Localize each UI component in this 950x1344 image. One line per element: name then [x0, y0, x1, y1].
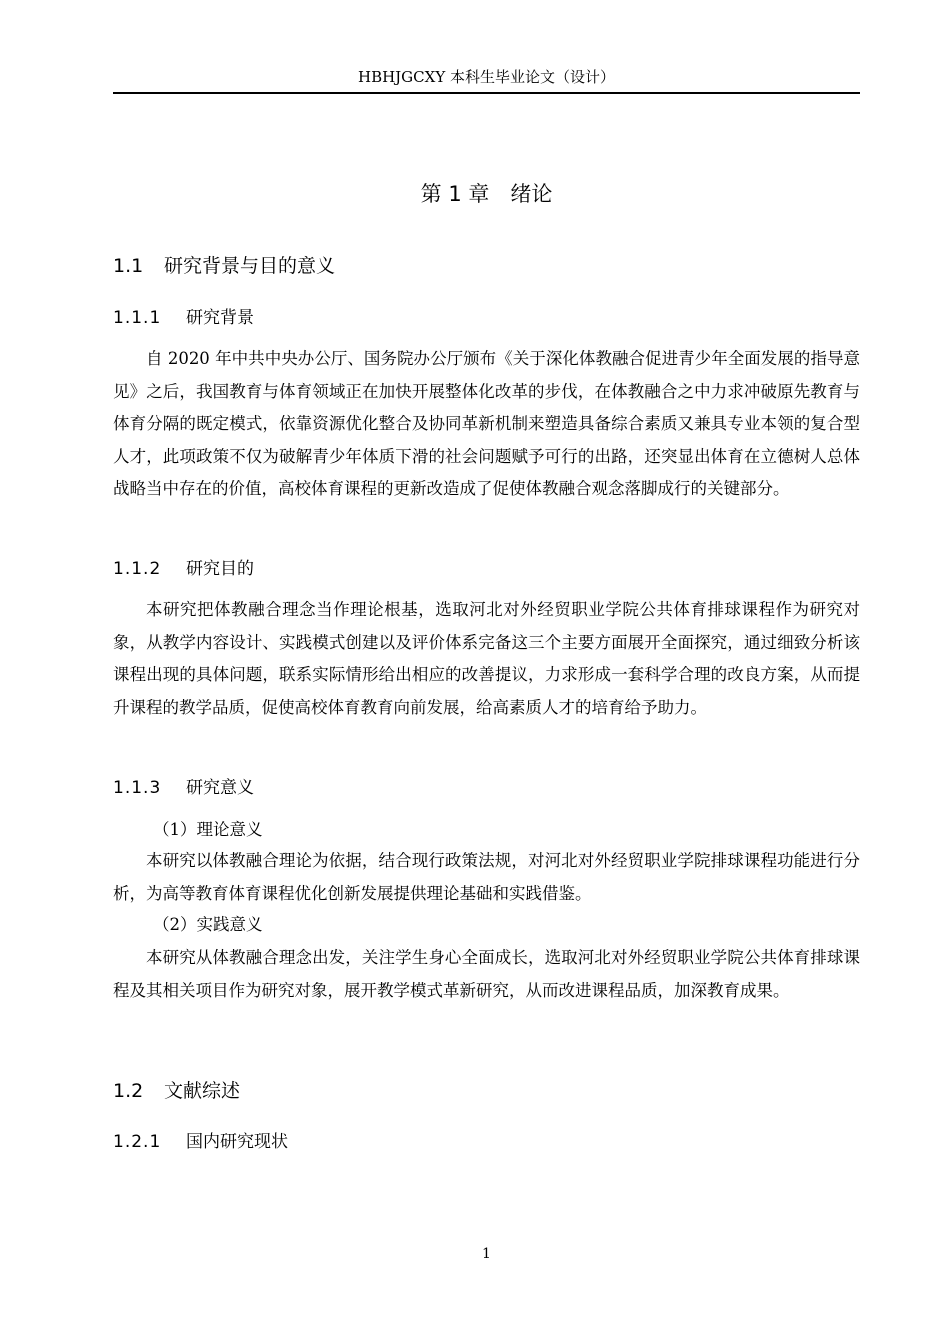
subheading-practice: （2）实践意义 [153, 915, 263, 934]
section-heading-1-2-1 [113, 1129, 288, 1155]
section-title: 研究背景 [186, 308, 254, 328]
page-header: HBHJGCXY 本科生毕业论文（设计） [357, 68, 615, 86]
section-heading-1-1-3 [113, 775, 254, 801]
section-number: 1.1.3 [113, 778, 162, 798]
subheading-theory: （1）理论意义 [153, 820, 263, 839]
section-title: 研究意义 [186, 778, 254, 798]
page-number: 1 [482, 1246, 491, 1262]
header-rule [113, 92, 860, 94]
paragraph-background: 自 2020 年中共中央办公厅、国务院办公厅颁布《关于深化体教融合促进青少年全面发展的指导意见》之后，我国教育与体育领域正在加快开展整体化改革的步伐，在体教融合之中力求冲破原先教育与体育分隔的既定模式，依靠资源优化整合及协同革新机制来塑造具备综合素质又兼具专业本领的复合型人才，此项政策不仅为破解青少年体质下滑的社会问题赋予可行的出路，还突显出体育在立德树人总体战略当中存在的价值，高校体育课程的更新改造成了促使体教融合观念落脚成行的关键部分。 [113, 349, 860, 498]
section-title: 国内研究现状 [186, 1132, 288, 1152]
section-number: 1.1.1 [113, 308, 162, 328]
chapter-title: 第 1 章 绪论 [420, 182, 553, 206]
section-title: 文献综述 [164, 1080, 241, 1102]
paragraph-practice: 本研究从体教融合理念出发，关注学生身心全面成长，选取河北对外经贸职业学院公共体育排球课程及其相关项目作为研究对象，展开教学模式革新研究，从而改进课程品质，加深教育成果。 [113, 948, 860, 1000]
section-title: 研究背景与目的意义 [164, 255, 336, 277]
paragraph-theory: 本研究以体教融合理论为依据，结合现行政策法规，对河北对外经贸职业学院排球课程功能进行分析，为高等教育体育课程优化创新发展提供理论基础和实践借鉴。 [113, 851, 860, 903]
paragraph-purpose: 本研究把体教融合理念当作理论根基，选取河北对外经贸职业学院公共体育排球课程作为研究对象，从教学内容设计、实践模式创建以及评价体系完备这三个主要方面展开全面探究，通过细致分析该课程出现的具体问题，联系实际情形给出相应的改善提议，力求形成一套科学合理的改良方案，从而提升课程的教学品质，促使高校体育教育向前发展，给高素质人才的培育给予助力。 [113, 600, 860, 717]
section-number: 1.1 [113, 255, 144, 277]
section-heading-1-2 [113, 1077, 240, 1105]
section-heading-1-1-1 [113, 305, 254, 331]
section-heading-1-1 [113, 252, 335, 280]
section-number: 1.1.2 [113, 559, 162, 579]
section-title: 研究目的 [186, 559, 254, 579]
section-number: 1.2.1 [113, 1132, 162, 1152]
section-heading-1-1-2 [113, 556, 254, 582]
section-number: 1.2 [113, 1080, 144, 1102]
